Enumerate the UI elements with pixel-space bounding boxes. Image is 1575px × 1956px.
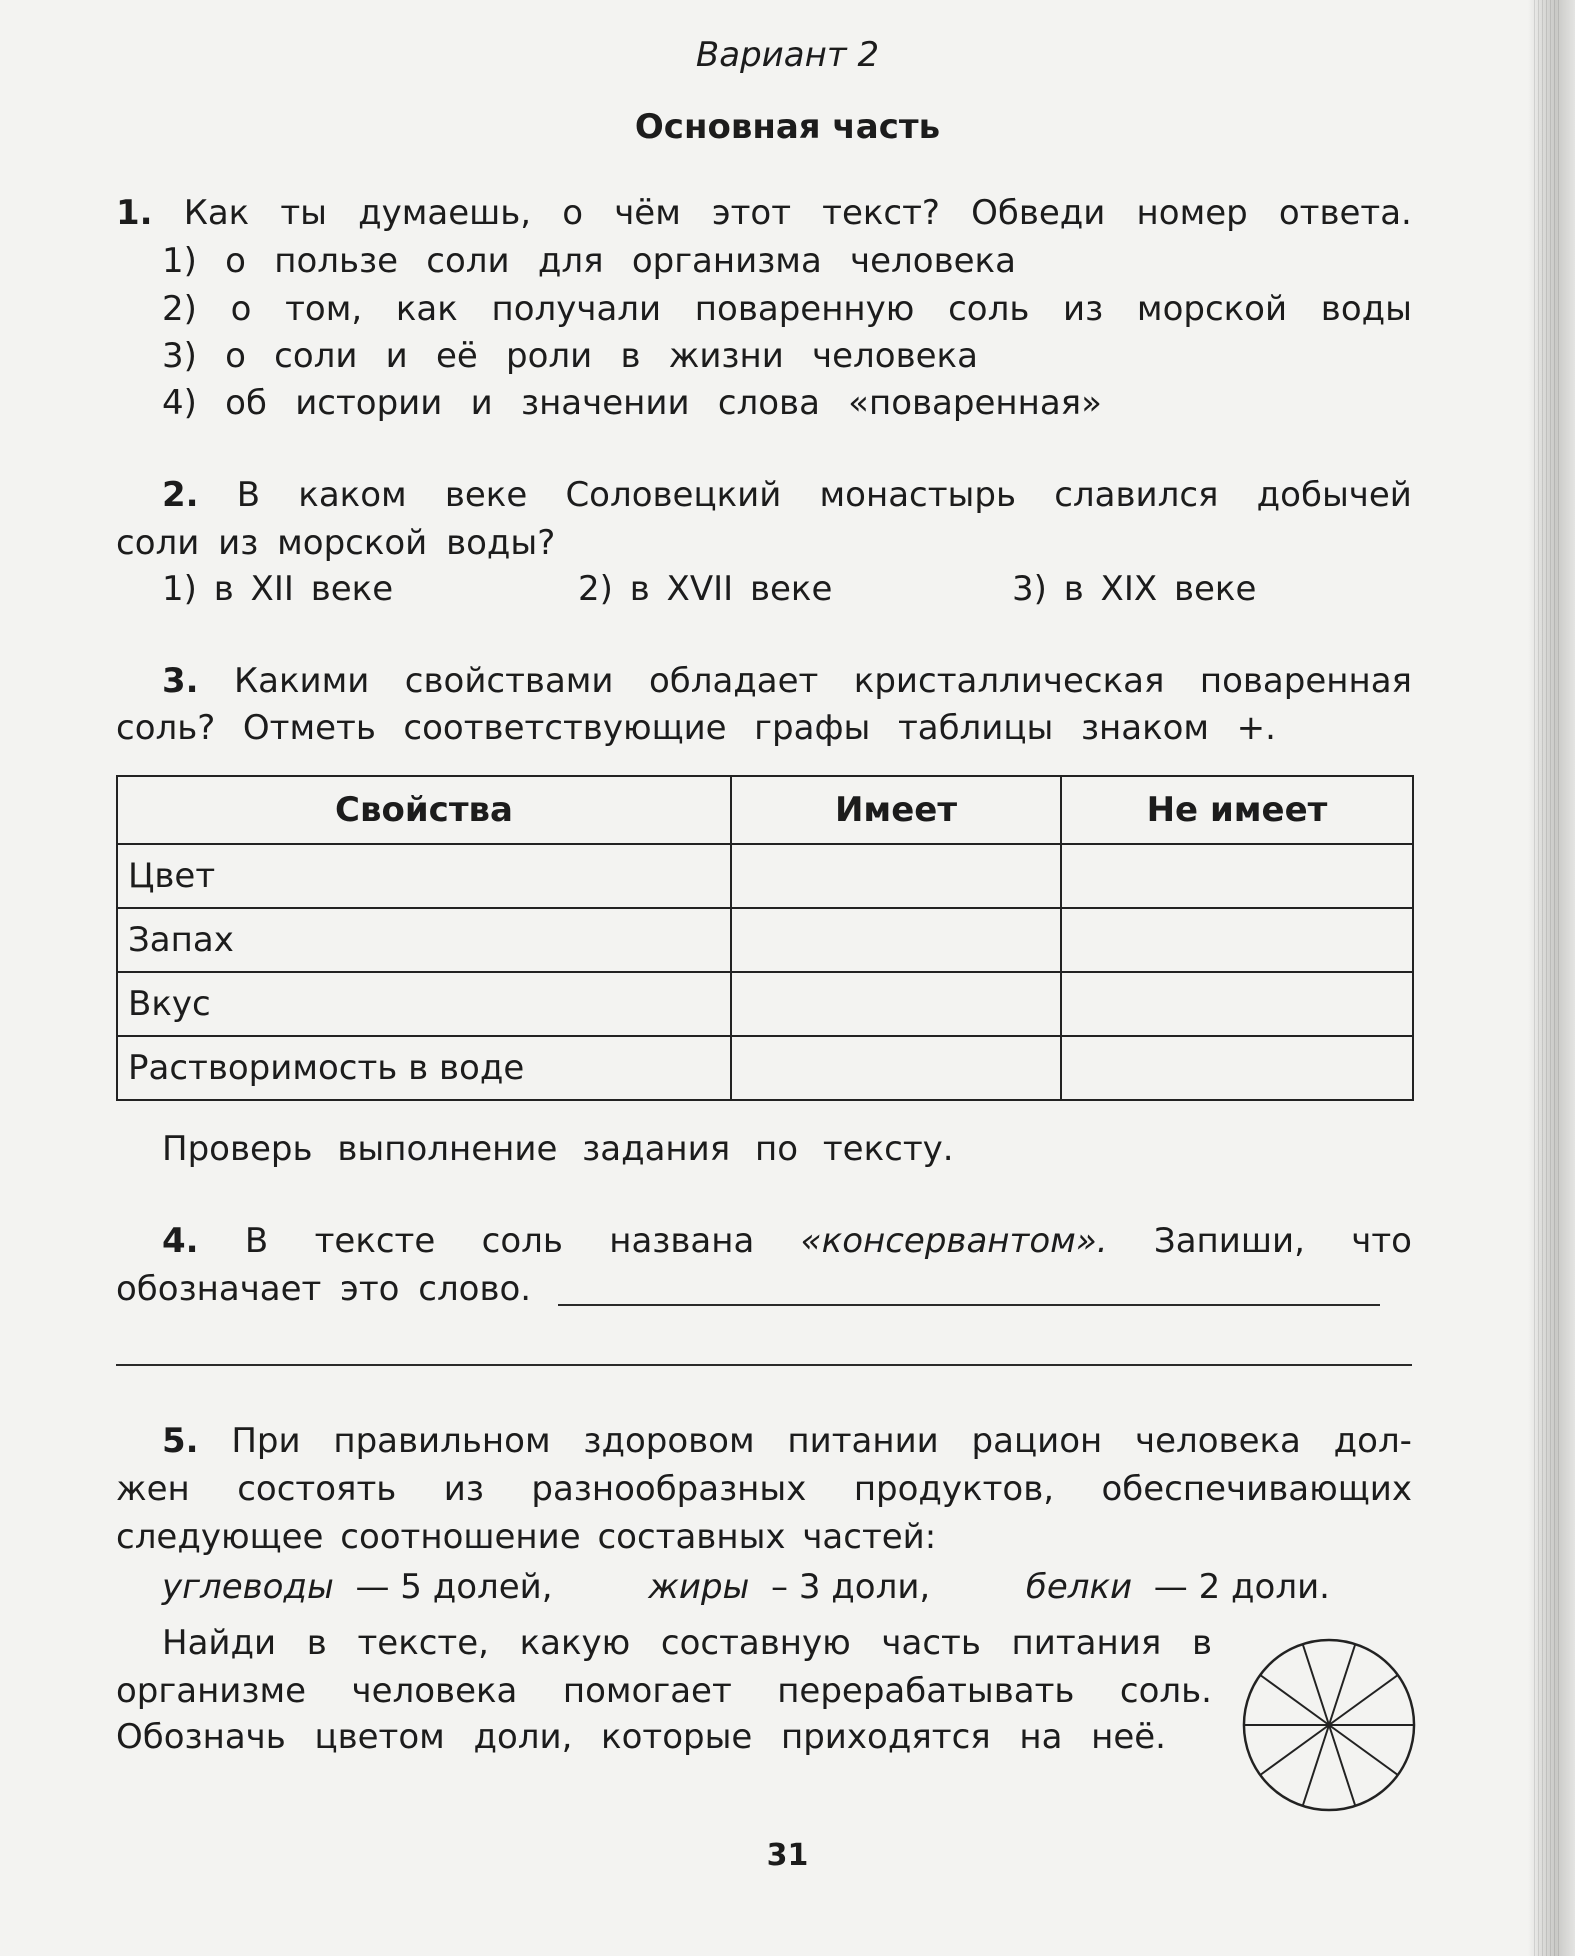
proteins-value: — 2 доли. (1153, 1567, 1330, 1607)
table-row (117, 908, 1413, 972)
pie-sector-divider (1329, 1675, 1398, 1725)
q1-option-3[interactable]: 3) о соли и её роли в жизни человека (162, 336, 978, 376)
q3-check-note: Проверь выполнение задания по тексту. (162, 1129, 954, 1169)
cell-has-not-smell[interactable] (1061, 908, 1413, 972)
pie-sector-divider (1329, 1725, 1355, 1806)
q4-number: 4. (162, 1221, 199, 1261)
q3-number: 3. (162, 661, 199, 701)
q3-question-line2: соль? Отметь соответствующие графы таблицы знаком +. (116, 708, 1276, 748)
properties-table (116, 775, 1414, 1101)
fats-value: – 3 доли, (771, 1567, 931, 1607)
proteins-label: белки (1025, 1567, 1133, 1607)
q3-question-line1: 3. Какими свойствами обладает кристаллическая поваренная (162, 661, 1412, 701)
q5-find-line3: Обозначь цветом доли, которые приходятся на неё. (116, 1717, 1166, 1757)
property-taste: Вкус (117, 972, 731, 1036)
q4-answer-line-2[interactable] (116, 1364, 1412, 1366)
fats-label: жиры (648, 1567, 750, 1607)
cell-has-smell[interactable] (731, 908, 1061, 972)
q5-question-line1: 5. При правильном здоровом питании рацион человека дол- (162, 1421, 1412, 1461)
q5-find-line1: Найди в тексте, какую составную часть питания в (162, 1623, 1212, 1663)
q1-option-2[interactable]: 2) о том, как получали поваренную соль из морской воды (162, 289, 1412, 329)
q5-question-line3: следующее соотношение составных частей: (116, 1517, 937, 1557)
carbs-label: углеводы (162, 1567, 334, 1607)
q2-number: 2. (162, 475, 199, 515)
cell-has-color[interactable] (731, 844, 1061, 908)
property-smell: Запах (117, 908, 731, 972)
cell-has-not-solubility[interactable] (1061, 1036, 1413, 1100)
cell-has-not-color[interactable] (1061, 844, 1413, 908)
header-properties: Свойства (117, 776, 731, 844)
property-solubility: Растворимость в воде (117, 1036, 731, 1100)
cell-has-taste[interactable] (731, 972, 1061, 1036)
q2-question-line2: соли из морской воды? (116, 523, 556, 563)
pie-sector-divider (1329, 1725, 1398, 1775)
table-row (117, 844, 1413, 908)
pie-sector-divider (1303, 1644, 1329, 1725)
pie-sectors[interactable] (1244, 1644, 1414, 1806)
header-has-not: Не имеет (1061, 776, 1413, 844)
pie-sector-divider (1260, 1725, 1329, 1775)
q5-ratio (162, 1567, 1330, 1607)
q4-term: «консервантом». (800, 1221, 1108, 1261)
table-row (117, 1036, 1413, 1100)
q5-find-line2: организме человека помогает перерабатывать соль. (116, 1671, 1212, 1711)
q1-question: 1. Как ты думаешь, о чём этот текст? Обведи номер ответа. (116, 193, 1412, 233)
q2-option-3[interactable]: 3) в XIX веке (1012, 569, 1257, 609)
property-color: Цвет (117, 844, 731, 908)
page-number: 31 (766, 1838, 809, 1873)
section-title: Основная часть (634, 107, 941, 147)
table-row (117, 972, 1413, 1036)
q4-question-line1: 4. В тексте соль названа «консервантом». Запиши, что (162, 1221, 1412, 1261)
cell-has-solubility[interactable] (731, 1036, 1061, 1100)
carbs-value: — 5 долей, (355, 1567, 553, 1607)
q4-answer-line-1[interactable] (558, 1304, 1380, 1306)
ratio-pie-circle[interactable] (1240, 1636, 1418, 1814)
q2-option-1[interactable]: 1) в XII веке (162, 569, 394, 609)
book-page-edge (1528, 0, 1575, 1956)
cell-has-not-taste[interactable] (1061, 972, 1413, 1036)
table-header-row (117, 776, 1413, 844)
pie-sector-divider (1303, 1725, 1329, 1806)
pie-sector-divider (1260, 1675, 1329, 1725)
variant-title: Вариант 2 (695, 35, 880, 75)
q1-option-4[interactable]: 4) об истории и значении слова «поваренная» (162, 383, 1102, 423)
q1-option-1[interactable]: 1) о пользе соли для организма человека (162, 241, 1016, 281)
q4-question-line2: обозначает это слово. (116, 1269, 532, 1309)
q2-question-line1: 2. В каком веке Соловецкий монастырь славился добычей (162, 475, 1412, 515)
q2-option-2[interactable]: 2) в XVII веке (578, 569, 833, 609)
header-has: Имеет (731, 776, 1061, 844)
q5-question-line2: жен состоять из разнообразных продуктов, обеспечивающих (116, 1469, 1412, 1509)
pie-sector-divider (1329, 1644, 1355, 1725)
q1-number: 1. (116, 193, 153, 233)
q5-number: 5. (162, 1421, 199, 1461)
